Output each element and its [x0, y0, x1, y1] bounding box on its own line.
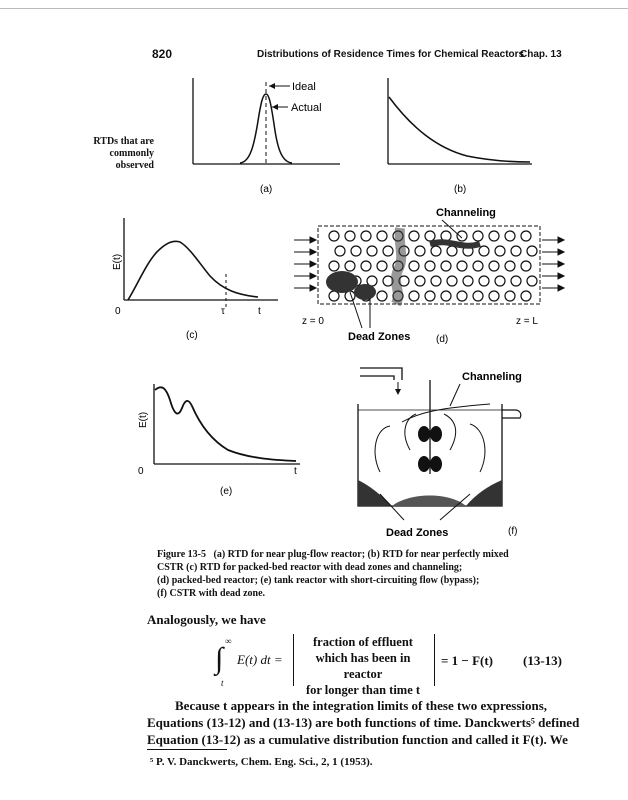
pellet — [527, 246, 537, 256]
side-note-line: commonly — [109, 148, 154, 159]
fig-c-rtd-curve — [128, 241, 258, 300]
fig-e-ylabel: E(t) — [138, 411, 149, 428]
chapter-label: Chap. 13 — [520, 49, 562, 60]
fig-f-channel-pointer — [450, 384, 460, 406]
fig-d-channeling-label: Channeling — [436, 207, 496, 219]
pellet — [457, 261, 467, 271]
caption-line: CSTR (c) RTD for packed-bed reactor with dead zones and channeling; — [157, 562, 463, 573]
bracket-line: fraction of effluent — [313, 635, 413, 649]
figure-a — [180, 76, 360, 196]
equation-13-13 — [215, 634, 595, 697]
fig-f-dead-zone-right — [466, 480, 502, 506]
fig-a-ideal-label: Ideal — [292, 81, 316, 93]
pellet — [441, 261, 451, 271]
pellet — [335, 246, 345, 256]
fig-d-z0: z = 0 — [302, 316, 324, 327]
pellet — [351, 246, 361, 256]
side-note-line: RTDs that are — [93, 136, 154, 147]
pellet — [457, 231, 467, 241]
fig-f-outlet — [502, 410, 521, 418]
bracket-line: for longer than time t — [305, 683, 421, 697]
pellet — [345, 261, 355, 271]
pellet — [505, 291, 515, 301]
equation-number: (13-13) — [523, 653, 562, 668]
integral-upper: ∞ — [225, 636, 232, 646]
fig-c-t: t — [258, 306, 261, 317]
paragraph-line: Equations (13-12) and (13-13) are both functions of time. Danckwerts⁵ defined — [147, 715, 580, 730]
paragraph — [147, 697, 587, 748]
pellet — [505, 261, 515, 271]
pellet — [473, 231, 483, 241]
fig-f-dead-zones-label: Dead Zones — [386, 527, 449, 539]
pellet — [521, 291, 531, 301]
paragraph-line: Because t appears in the integration limits of these two expressions, — [175, 698, 548, 713]
bracket-text — [295, 634, 431, 698]
pellet — [409, 231, 419, 241]
side-note — [60, 136, 154, 172]
fig-f-flow-2 — [444, 414, 456, 450]
pellet — [431, 276, 441, 286]
fig-f-channel-path — [402, 404, 490, 422]
fig-d-dead-zones-label: Dead Zones — [348, 331, 411, 343]
paragraph-line: Equation (13-12) as a cumulative distribution function and called it F(t). We — [147, 732, 568, 747]
pellet — [521, 231, 531, 241]
fig-a-tag: (a) — [260, 184, 273, 195]
fig-e-tag: (e) — [220, 486, 233, 497]
fig-f-inlet-pipe — [360, 368, 402, 380]
fig-f-dead-zone-bottom — [392, 496, 466, 507]
pellet — [479, 276, 489, 286]
pellet — [409, 291, 419, 301]
pellet — [329, 261, 339, 271]
figure-b — [382, 76, 562, 196]
pellet — [361, 231, 371, 241]
fig-d-dead-zone-1 — [326, 271, 358, 293]
running-title: Distributions of Residence Times for Chemical Reactors — [257, 49, 525, 60]
fig-c-origin: 0 — [115, 306, 121, 317]
pellet — [329, 231, 339, 241]
pellet — [415, 246, 425, 256]
fig-f-flow-3 — [375, 426, 390, 472]
pellet — [447, 246, 457, 256]
fig-d-dead-zone-2 — [354, 284, 376, 300]
pellet — [511, 276, 521, 286]
fig-e-origin: 0 — [138, 466, 144, 477]
fig-d-tag: (d) — [436, 334, 449, 345]
fig-c-ylabel: E(t) — [112, 253, 123, 270]
caption-line: (f) CSTR with dead zone. — [157, 588, 266, 599]
fig-e-rtd-curve — [155, 387, 296, 461]
pellet — [489, 291, 499, 301]
caption-line: (d) packed-bed reactor; (e) tank reactor with short-circuiting flow (bypass); — [157, 575, 480, 586]
pellet — [479, 246, 489, 256]
pellet — [463, 276, 473, 286]
pellet — [441, 291, 451, 301]
figure-f — [340, 362, 540, 542]
figure-caption — [157, 548, 587, 600]
integrand: E(t) dt = — [237, 652, 283, 667]
fig-a-actual-arrowhead — [272, 104, 278, 110]
pellet — [489, 231, 499, 241]
fig-f-tag: (f) — [508, 526, 518, 537]
pellet — [489, 261, 499, 271]
fig-d-channel-streak — [430, 242, 480, 245]
side-note-line: observed — [115, 160, 154, 171]
fig-f-channeling-label: Channeling — [462, 371, 522, 383]
pellet — [447, 276, 457, 286]
pellet — [511, 246, 521, 256]
fig-f-impeller-bottom — [418, 456, 430, 472]
fig-d-inlet-arrows — [294, 237, 316, 291]
pellet — [377, 291, 387, 301]
fig-d-outlet-arrows — [542, 237, 564, 291]
fig-b-tag: (b) — [454, 184, 467, 195]
pellet — [345, 231, 355, 241]
fig-f-flow-4 — [470, 424, 485, 472]
pellet — [409, 261, 419, 271]
integral-sign: ∫ — [215, 642, 224, 675]
pellet — [415, 276, 425, 286]
fig-d-channel-pointer — [442, 220, 462, 238]
fig-d-channel-band — [396, 228, 401, 304]
footnote: ⁵ P. V. Danckwerts, Chem. Eng. Sci., 2, 1 (1953). — [150, 756, 373, 768]
figure-d — [290, 200, 570, 350]
pellet — [425, 261, 435, 271]
figure-c — [108, 214, 278, 354]
fig-a-actual-label: Actual — [291, 102, 322, 114]
fig-c-tau: τ — [221, 306, 225, 317]
pellet — [383, 246, 393, 256]
pellet — [377, 261, 387, 271]
equation-rhs: = 1 − F(t) — [441, 653, 493, 668]
fig-d-zL: z = L — [516, 316, 538, 327]
pellet — [473, 261, 483, 271]
caption-label: Figure 13-5 — [157, 549, 206, 560]
pellet — [473, 291, 483, 301]
pellet — [505, 231, 515, 241]
fig-c-tag: (c) — [186, 330, 198, 341]
fig-f-impeller-top — [418, 426, 430, 442]
pellet — [425, 231, 435, 241]
figure-e — [132, 380, 312, 500]
pellet — [367, 246, 377, 256]
pellet — [377, 231, 387, 241]
pellet — [425, 291, 435, 301]
pellet — [361, 261, 371, 271]
pellet — [495, 246, 505, 256]
fig-e-t: t — [294, 466, 297, 477]
fig-f-dead-pointer-1 — [380, 494, 404, 520]
analogously-line: Analogously, we have — [147, 612, 266, 627]
fig-b-decay-curve — [389, 97, 530, 162]
pellet — [521, 261, 531, 271]
pellet — [457, 291, 467, 301]
pellet — [495, 276, 505, 286]
pellet — [527, 276, 537, 286]
page-number: 820 — [152, 47, 173, 61]
bracket-line: which has been in reactor — [315, 651, 411, 681]
integral-lower: t — [221, 678, 224, 688]
pellet — [431, 246, 441, 256]
caption-line: (a) RTD for near plug-flow reactor; (b) RTD for near perfectly mixed — [213, 549, 509, 560]
top-rule — [0, 8, 628, 9]
fig-a-ideal-arrowhead — [269, 83, 275, 89]
footnote-rule — [147, 749, 227, 750]
